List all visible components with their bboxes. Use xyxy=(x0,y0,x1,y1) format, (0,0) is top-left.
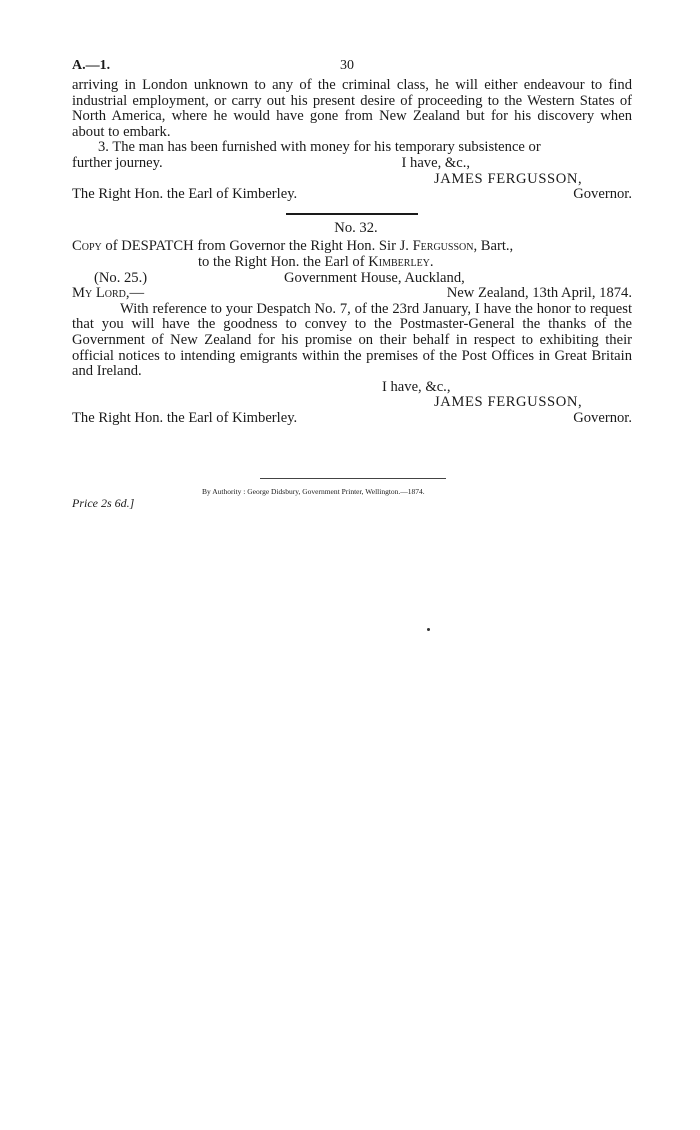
despatch-ref-no: (No. 25.) xyxy=(94,269,148,286)
price-note: Price 2s 6d.] xyxy=(72,496,135,511)
title-line-1: of DESPATCH from Governor the Right Hon. Sir J. xyxy=(105,238,409,255)
document-page xyxy=(72,58,632,518)
title-fergusson: Fergusson xyxy=(412,238,474,255)
despatch-title-line-2 xyxy=(72,255,632,271)
printer-authority: By Authority : George Didsbury, Government Printer, Wellington.—1874. xyxy=(202,487,425,497)
printer-footer xyxy=(72,478,632,518)
reference-row xyxy=(72,271,632,287)
paragraph-3-line-2 xyxy=(72,156,632,172)
despatch-signature-title: Governor. xyxy=(573,409,632,426)
despatch-body: With reference to your Despatch No. 7, of the 23rd January, I have the honor to request that you will have the goodness to convey to the Postmaster-General the thanks of the Government of New Zealand for his promise on their behalf in respect to exhibiting their official notices to intending emigrants within the premises of the Post Offices in Great Britain and Ireland. xyxy=(72,300,632,380)
despatch-addressee: The Right Hon. the Earl of Kimberley. xyxy=(72,409,298,426)
title-line-2: to the Right Hon. the Earl of xyxy=(198,253,365,270)
paragraph-3-end: further journey. xyxy=(72,154,163,171)
paragraph-3-line-1: 3. The man has been furnished with money for his temporary subsistence or xyxy=(98,139,541,156)
section-divider xyxy=(286,213,418,215)
signature-title: Governor. xyxy=(573,186,632,203)
despatch-date: New Zealand, 13th April, 1874. xyxy=(446,285,632,302)
despatch-signature-name: JAMES FERGUSSON, xyxy=(434,394,583,411)
footer-rule xyxy=(260,478,446,479)
despatch-number: No. 32. xyxy=(334,219,378,236)
title-bart: , Bart., xyxy=(473,238,514,255)
title-kimberley: Kimberley. xyxy=(368,253,434,270)
signature-name: JAMES FERGUSSON, xyxy=(434,170,583,187)
page-header xyxy=(72,58,632,78)
document-reference: A.—1. xyxy=(72,58,111,73)
closing-formula: I have, &c., xyxy=(401,154,470,171)
page-number: 30 xyxy=(340,58,354,73)
salutation-row xyxy=(72,286,632,302)
despatch-addressee-row xyxy=(72,411,632,427)
despatch-place: Government House, Auckland, xyxy=(284,269,465,286)
ink-speck xyxy=(427,628,430,631)
title-copy: Copy xyxy=(72,238,102,255)
addressee: The Right Hon. the Earl of Kimberley. xyxy=(72,186,298,203)
salutation: My Lord,— xyxy=(72,285,145,302)
addressee-row xyxy=(72,187,632,203)
despatch-title-line-1 xyxy=(72,239,632,255)
despatch-closing: I have, &c., xyxy=(382,378,451,395)
continuation-paragraph: arriving in London unknown to any of the criminal class, he will either endeavour to find industrial employment, or carry out his present desire of proceeding to the Western States of North America, where he would have gone from New Zealand but for his discovery when about to embark. xyxy=(72,77,632,140)
